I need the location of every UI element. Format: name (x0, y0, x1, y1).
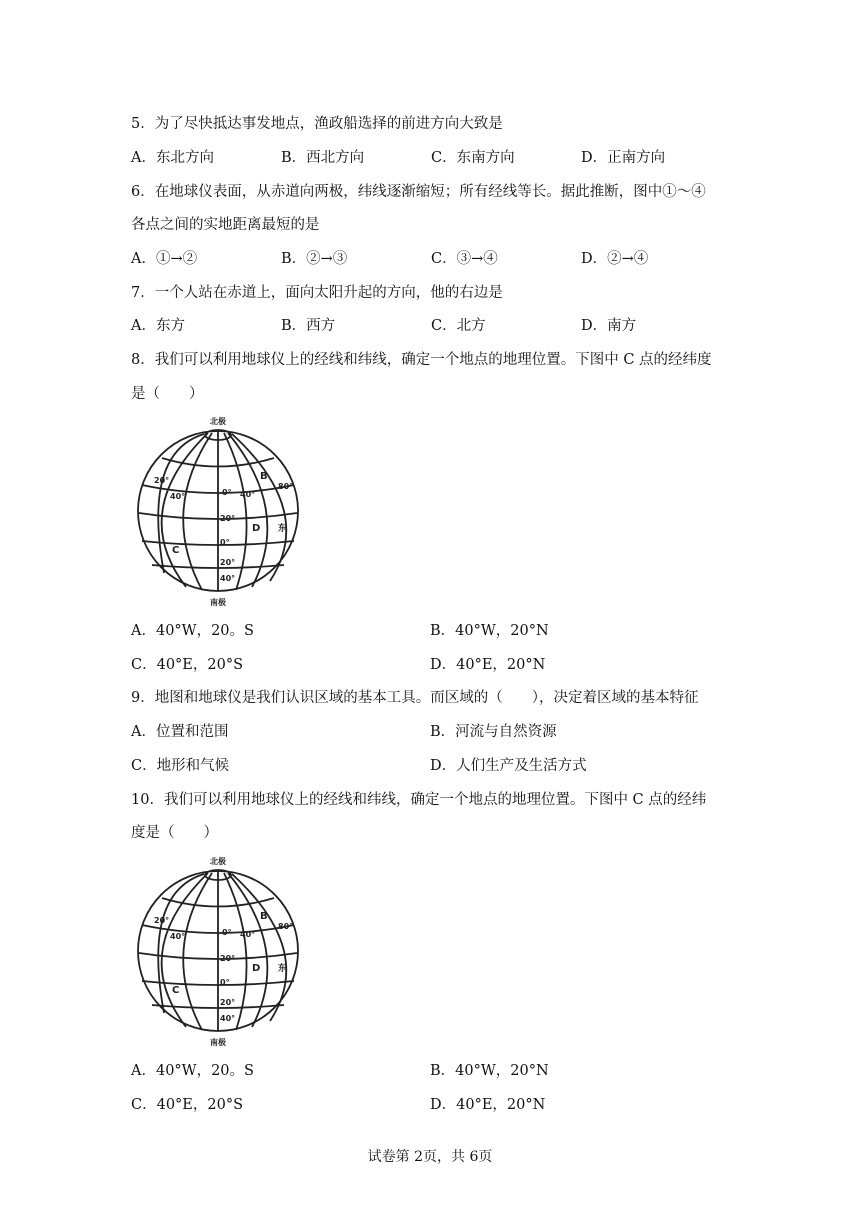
point-c-label: C (172, 985, 180, 996)
lon-label: 20° (154, 476, 170, 485)
q5-option-c[interactable]: C．东南方向 (431, 150, 515, 166)
point-d-label: D (252, 523, 261, 534)
lon-label: 40° (240, 490, 256, 499)
east-label: 东 (278, 524, 288, 534)
q7-option-c[interactable]: C．北方 (431, 318, 486, 334)
lon-label: 40° (240, 930, 256, 939)
q9-option-b[interactable]: B．河流与自然资源 (430, 724, 557, 740)
globe-diagram (132, 853, 304, 1047)
meridian-line (162, 433, 208, 587)
q9-option-c[interactable]: C．地形和气候 (131, 758, 230, 774)
lat-label: 40° (220, 1014, 236, 1023)
lat-label: 20° (220, 998, 236, 1007)
q10-option-c[interactable]: C．40°E，20°S (131, 1097, 244, 1113)
meridian-line (232, 434, 286, 581)
north-pole-label: 北极 (210, 857, 226, 866)
q7-option-b[interactable]: B．西方 (281, 318, 336, 334)
question-8-stem-cont: 是（ ） (131, 386, 204, 402)
q8-option-d[interactable]: D．40°E，20°N (430, 657, 546, 673)
q8-option-c[interactable]: C．40°E，20°S (131, 657, 244, 673)
globe-figure-q8 (132, 413, 304, 611)
meridian-line (158, 874, 204, 1013)
q5-option-b[interactable]: B．西北方向 (281, 150, 365, 166)
lat-label: 20° (220, 954, 236, 963)
lat-label: 20° (220, 514, 236, 523)
q7-option-d[interactable]: D．南方 (581, 318, 637, 334)
q6-option-b[interactable]: B．②→③ (281, 251, 348, 267)
q5-option-d[interactable]: D．正南方向 (581, 150, 666, 166)
question-8-stem: 8．我们可以利用地球仪上的经线和纬线，确定一个地点的地理位置。下图中 C 点的经纬度 (131, 352, 712, 368)
point-c-label: C (172, 545, 180, 556)
globe-figure-q10 (132, 853, 304, 1051)
globe-diagram (132, 413, 304, 607)
north-pole-label: 北极 (210, 417, 226, 426)
south-pole-label: 南极 (210, 598, 226, 607)
lat-label: 20° (220, 558, 236, 567)
meridian-line (232, 874, 286, 1021)
lat-label: 40° (220, 574, 236, 583)
lat-label: 0° (220, 978, 230, 987)
q8-option-b[interactable]: B．40°W，20°N (430, 623, 549, 639)
question-9-stem: 9．地图和地球仪是我们认识区域的基本工具。而区域的（ ），决定着区域的基本特征 (131, 690, 699, 706)
q10-option-a[interactable]: A．40°W，20。S (131, 1063, 254, 1079)
q6-option-a[interactable]: A．①→② (131, 251, 198, 267)
q10-option-b[interactable]: B．40°W，20°N (430, 1063, 549, 1079)
q9-option-d[interactable]: D．人们生产及生活方式 (430, 758, 587, 774)
meridian-line (158, 434, 204, 573)
question-10-stem: 10．我们可以利用地球仪上的经线和纬线，确定一个地点的地理位置。下图中 C 点的经纬 (131, 792, 707, 808)
question-6-stem-cont: 各点之间的实地距离最短的是 (131, 217, 320, 233)
lon-label: 40° (170, 932, 186, 941)
q9-option-a[interactable]: A．位置和范围 (131, 724, 229, 740)
page-footer: 试卷第 2页，共 6页 (367, 1149, 493, 1165)
question-6-stem: 6．在地球仪表面，从赤道向两极，纬线逐渐缩短；所有经线等长。据此推断，图中①～④ (131, 184, 706, 200)
question-10-stem-cont: 度是（ ） (131, 825, 218, 841)
lon-label: 0° (222, 488, 232, 497)
lat-label: 0° (220, 538, 230, 547)
question-5-stem: 5．为了尽快抵达事发地点，渔政船选择的前进方向大致是 (131, 116, 503, 132)
q10-option-d[interactable]: D．40°E，20°N (430, 1097, 546, 1113)
point-d-label: D (252, 963, 261, 974)
lon-label: 20° (154, 916, 170, 925)
meridian-line (162, 873, 208, 1027)
q7-option-a[interactable]: A．东方 (131, 318, 185, 334)
q6-option-d[interactable]: D．②→④ (581, 251, 649, 267)
point-b-label: B (260, 471, 268, 482)
q5-option-a[interactable]: A．东北方向 (131, 150, 214, 166)
lon-label: 80° (278, 922, 294, 931)
q8-option-a[interactable]: A．40°W，20。S (131, 623, 254, 639)
q6-option-c[interactable]: C．③→④ (431, 251, 498, 267)
south-pole-label: 南极 (210, 1038, 226, 1047)
lon-label: 80° (278, 482, 294, 491)
point-b-label: B (260, 911, 268, 922)
question-7-stem: 7．一个人站在赤道上，面向太阳升起的方向，他的右边是 (131, 285, 503, 301)
lon-label: 40° (170, 492, 186, 501)
east-label: 东 (278, 964, 288, 974)
lon-label: 0° (222, 928, 232, 937)
